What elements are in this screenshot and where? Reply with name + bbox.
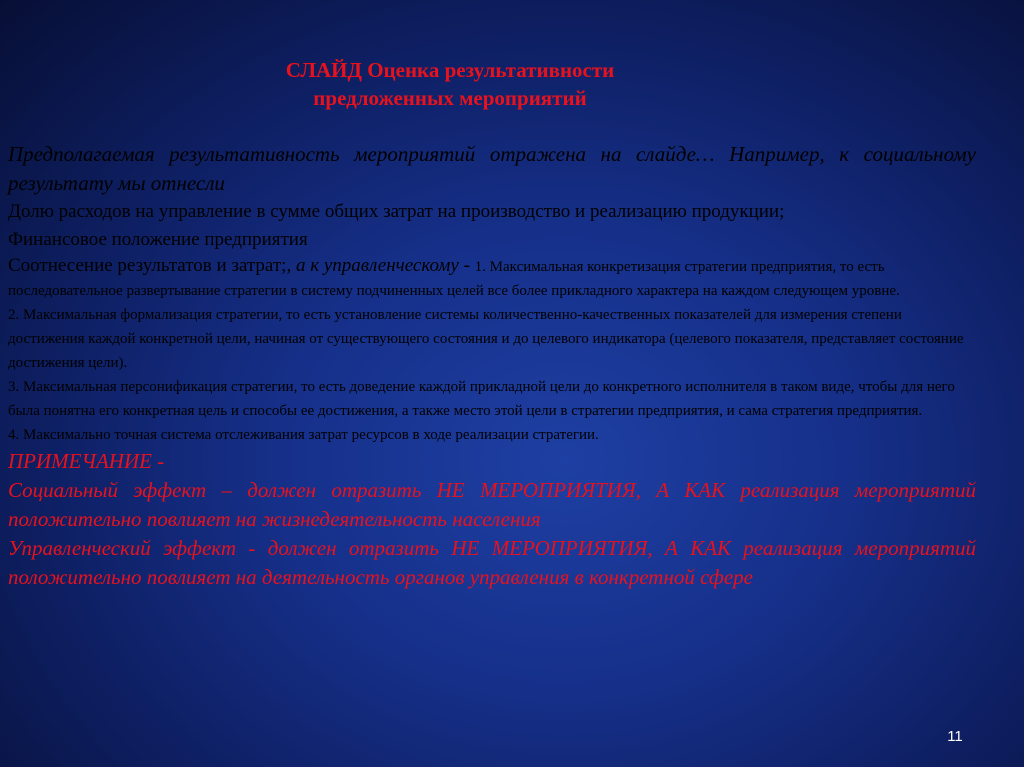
social-item-1: Долю расходов на управление в сумме общих затрат на производство и реализацию продукции;: [8, 201, 785, 222]
slide-title-line-1: СЛАЙД Оценка результативности: [285, 58, 615, 82]
management-lead: , а к управленческому -: [286, 255, 475, 276]
management-item-2: 2. Максимальная формализация стратегии, то есть установление системы количественно-качественных показателей для измерения степени достижения каждой конкретной цели, начиная от существующего состояния и до целевого индикатора (целевого показателя, представляет состояние достижения цели).: [8, 307, 964, 371]
note-management-effect: Управленческий эффект - должен отразить НЕ МЕРОПРИЯТИЯ, А КАК реализация мероприятий положительно повлияет на деятельность органов управления в конкретной сфере: [8, 536, 976, 589]
management-item-1: 1. Максимальная конкретизация стратегии предприятия, то есть последовательное развертывание стратегии в систему подчиненных целей все более прикладного характера на каждом следующем уровне.: [8, 259, 900, 299]
slide-body: [8, 140, 976, 592]
management-paragraph: [8, 254, 976, 303]
note-heading: ПРИМЕЧАНИЕ -: [8, 449, 165, 473]
slide-title-line-2: предложенных мероприятий: [313, 86, 587, 110]
management-item-4: 4. Максимально точная система отслеживания затрат ресурсов в ходе реализации стратегии.: [8, 427, 599, 443]
social-item-2: Финансовое положение предприятия: [8, 229, 308, 250]
management-item-3: 3. Максимальная персонификация стратегии, то есть доведение каждой прикладной цели до конкретного исполнителя в таком виде, чтобы для него была понятна его конкретная цель и способы ее достижения, а также место этой цели в стратегии предприятия, и сама стратегия предприятия.: [8, 379, 955, 419]
note-social-effect: Социальный эффект – должен отразить НЕ МЕРОПРИЯТИЯ, А КАК реализация мероприятий положительно повлияет на жизнедеятельность населения: [8, 478, 976, 531]
page-number: 11: [947, 728, 963, 745]
slide-title: [200, 56, 700, 112]
intro-paragraph: Предполагаемая результативность мероприятий отражена на слайде… Например, к социальному результату мы отнесли: [8, 142, 976, 195]
ratio-item: Соотнесение результатов и затрат;: [8, 255, 287, 276]
